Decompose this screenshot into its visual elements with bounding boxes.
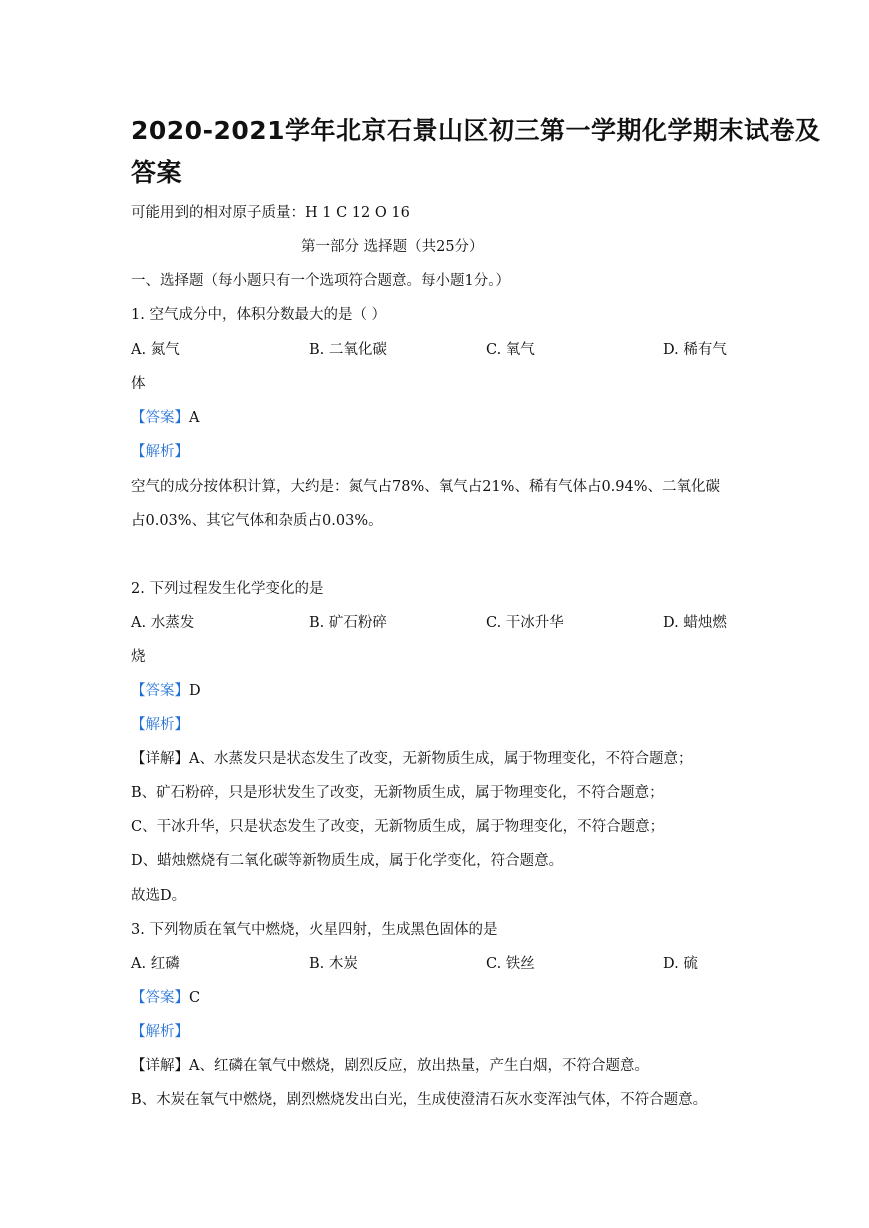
answer-tag: 【答案】: [131, 683, 189, 699]
document-title-line1: 2020-2021学年北京石景山区初三第一学期化学期末试卷及: [131, 116, 821, 145]
q2-option-c: C. 干冰升华: [486, 615, 564, 631]
q3-option-b: B. 木炭: [309, 956, 358, 972]
q2-stem: 2. 下列过程发生化学变化的是: [131, 581, 324, 597]
q1-analysis-line2: 占0.03%、其它气体和杂质占0.03%。: [131, 513, 383, 529]
document-title-line2: 答案: [131, 158, 183, 187]
q2-answer: [131, 681, 201, 701]
answer-tag: 【答案】: [131, 990, 189, 1006]
answer-value: D: [189, 683, 201, 699]
answer-value: A: [189, 410, 200, 426]
q2-detail-4: D、蜡烛燃烧有二氧化碳等新物质生成，属于化学变化，符合题意。: [131, 853, 564, 869]
q2-analysis-tag: 【解析】: [131, 717, 189, 733]
q2-option-d: D. 蜡烛燃: [663, 615, 727, 631]
q3-answer: [131, 988, 200, 1008]
q1-answer: [131, 408, 199, 428]
q1-option-d-wrap: 体: [131, 376, 146, 392]
q2-option-a: A. 水蒸发: [131, 615, 195, 631]
q3-option-c: C. 铁丝: [486, 956, 535, 972]
q1-stem: 1. 空气成分中，体积分数最大的是（ ）: [131, 307, 387, 323]
q1-option-c: C. 氧气: [486, 342, 535, 358]
q3-option-d: D. 硫: [663, 956, 698, 972]
q2-detail-2: B、矿石粉碎，只是形状发生了改变，无新物质生成，属于物理变化，不符合题意；: [131, 785, 664, 801]
q2-conclusion: 故选D。: [131, 888, 187, 904]
q3-option-a: A. 红磷: [131, 956, 180, 972]
q1-option-a: A. 氮气: [131, 342, 180, 358]
q3-stem: 3. 下列物质在氧气中燃烧，火星四射，生成黑色固体的是: [131, 922, 498, 938]
q1-option-b: B. 二氧化碳: [309, 342, 387, 358]
q3-detail-2: B、木炭在氧气中燃烧，剧烈燃烧发出白光，生成使澄清石灰水变浑浊气体，不符合题意。: [131, 1092, 708, 1108]
part-heading: 第一部分 选择题（共25分）: [301, 239, 484, 255]
q2-option-d-wrap: 烧: [131, 649, 146, 665]
q2-detail-3: C、干冰升华，只是状态发生了改变，无新物质生成，属于物理变化，不符合题意；: [131, 819, 665, 835]
q2-option-b: B. 矿石粉碎: [309, 615, 387, 631]
q3-analysis-tag: 【解析】: [131, 1024, 189, 1040]
answer-tag: 【答案】: [131, 410, 189, 426]
q1-analysis-tag: 【解析】: [131, 444, 189, 460]
q2-detail-1: 【详解】A、水蒸发只是状态发生了改变，无新物质生成，属于物理变化，不符合题意；: [131, 751, 693, 767]
q1-analysis-line1: 空气的成分按体积计算，大约是：氮气占78%、氧气占21%、稀有气体占0.94%、二氧化碳: [131, 479, 721, 495]
atomic-mass-note: 可能用到的相对原子质量：H 1 C 12 O 16: [131, 205, 410, 221]
answer-value: C: [189, 990, 201, 1006]
q3-detail-1: 【详解】A、红磷在氧气中燃烧，剧烈反应，放出热量，产生白烟，不符合题意。: [131, 1058, 649, 1074]
q1-option-d: D. 稀有气: [663, 342, 727, 358]
section-heading: 一、选择题（每小题只有一个选项符合题意。每小题1分。）: [131, 273, 510, 289]
